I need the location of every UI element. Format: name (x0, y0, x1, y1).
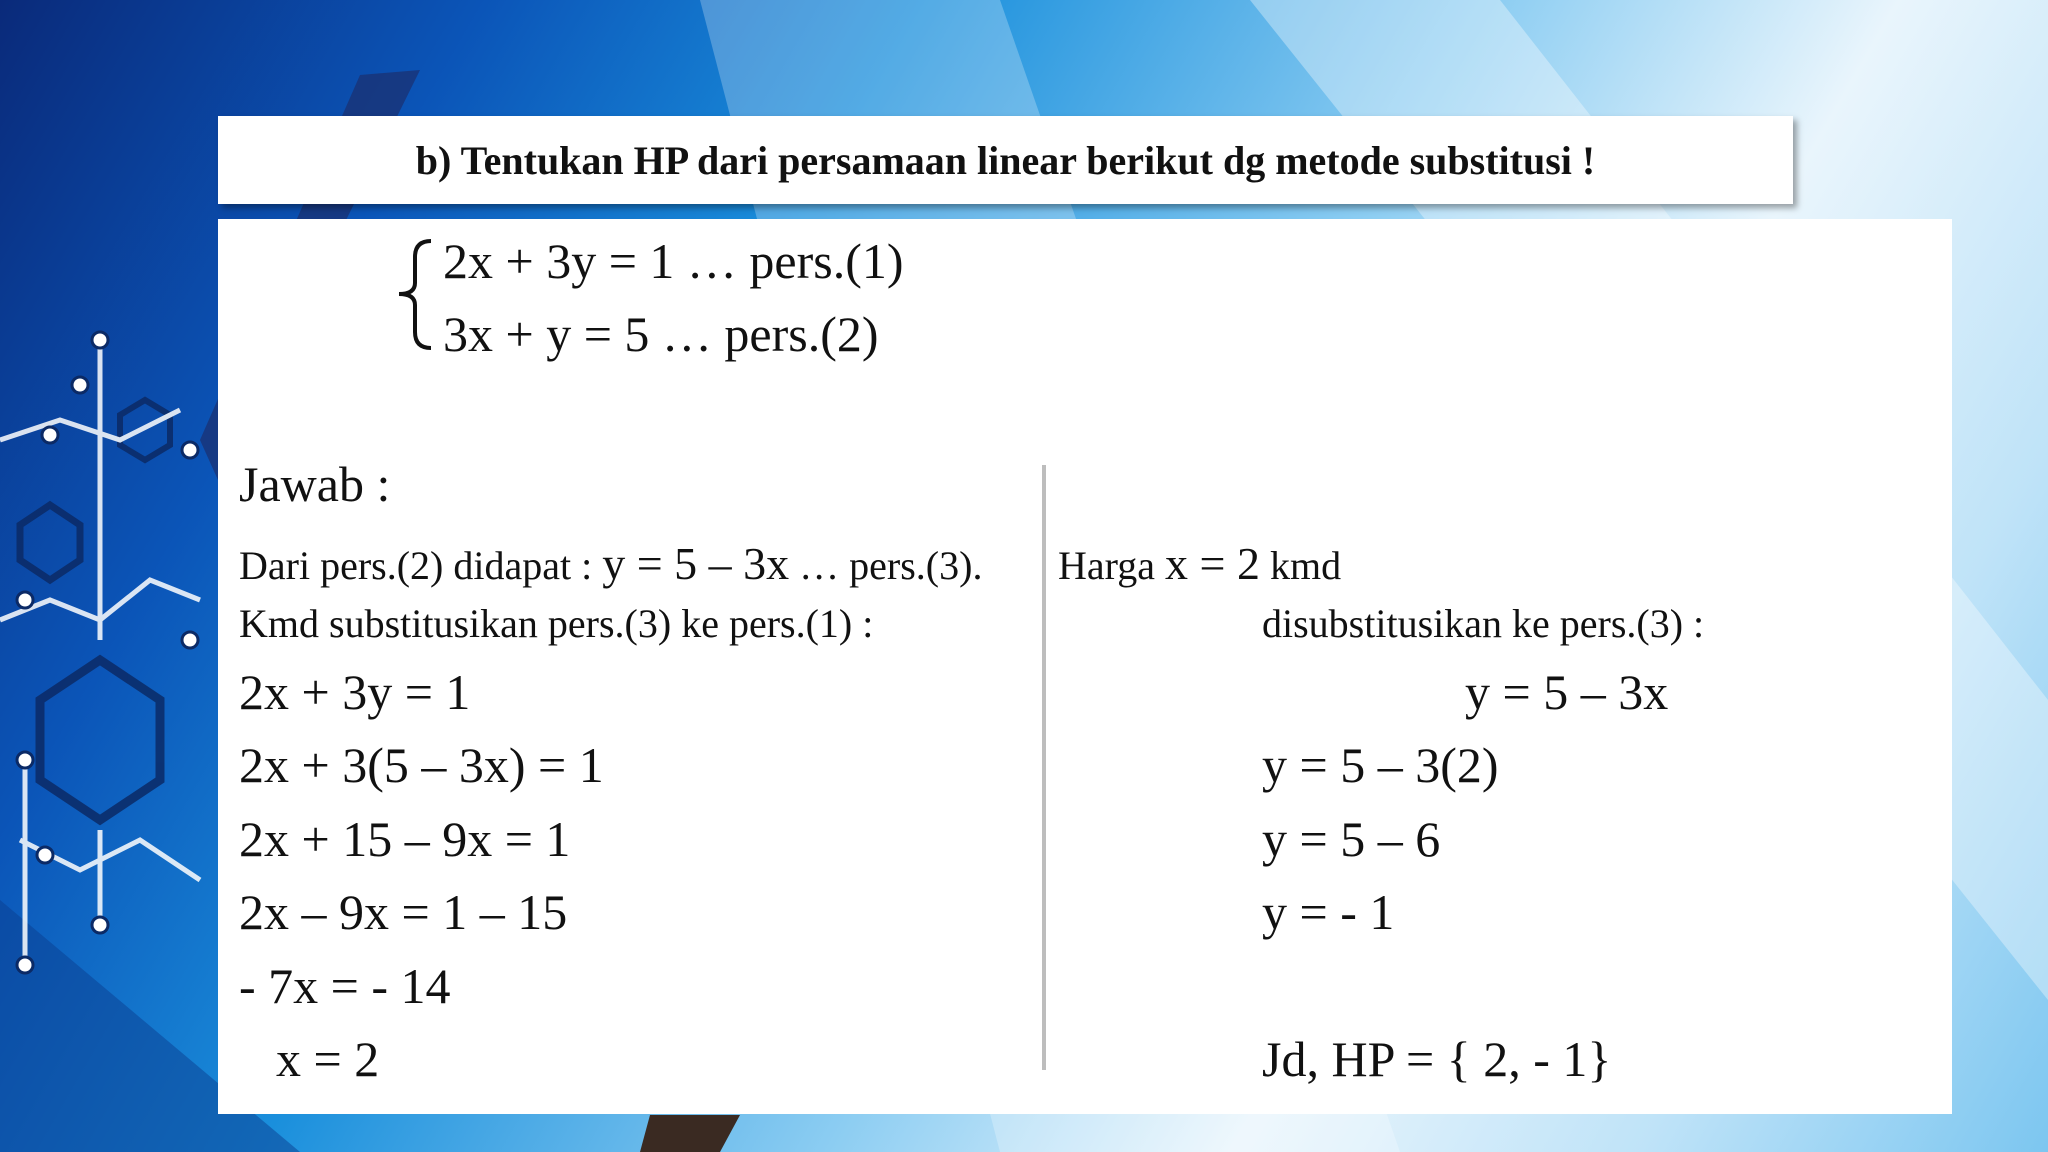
right-step: y = 5 – 3(2) (1262, 737, 1499, 793)
left-step: 2x + 15 – 9x = 1 (239, 811, 571, 867)
right-step: y = 5 – 3x (1465, 664, 1669, 720)
right-step: y = - 1 (1262, 884, 1395, 940)
right-substitution-note: disubstitusikan ke pers.(3) : (1262, 601, 1705, 646)
right-conclusion: Jd, HP = { 2, - 1} (1262, 1031, 1612, 1087)
right-intro-line (1058, 537, 1341, 590)
right-intro-equation: x = 2 (1165, 538, 1260, 589)
left-intro-line (239, 537, 982, 590)
left-intro-text: Dari pers.(2) didapat : (239, 543, 593, 588)
answer-heading: Jawab : (239, 456, 391, 512)
page-title: b) Tentukan HP dari persamaan linear berikut dg metode substitusi ! (415, 137, 1596, 183)
left-step: 2x – 9x = 1 – 15 (239, 884, 568, 940)
system-equation-1: 2x + 3y = 1 … pers.(1) (443, 233, 904, 289)
left-intro-tail: … pers.(3). (799, 543, 983, 588)
right-intro-text: Harga (1058, 543, 1155, 588)
left-step: 2x + 3y = 1 (239, 664, 471, 720)
left-step: 2x + 3(5 – 3x) = 1 (239, 737, 604, 793)
left-step: - 7x = - 14 (239, 958, 451, 1014)
left-brace-icon (393, 237, 433, 352)
title-box (218, 116, 1793, 204)
right-step: y = 5 – 6 (1262, 811, 1441, 867)
left-step: x = 2 (276, 1031, 380, 1087)
left-intro-equation: y = 5 – 3x (602, 538, 790, 589)
column-divider (1042, 465, 1046, 1070)
left-substitution-note: Kmd substitusikan pers.(3) ke pers.(1) : (239, 601, 874, 646)
right-intro-tail: kmd (1269, 543, 1342, 588)
system-equation-2: 3x + y = 5 … pers.(2) (443, 306, 879, 362)
